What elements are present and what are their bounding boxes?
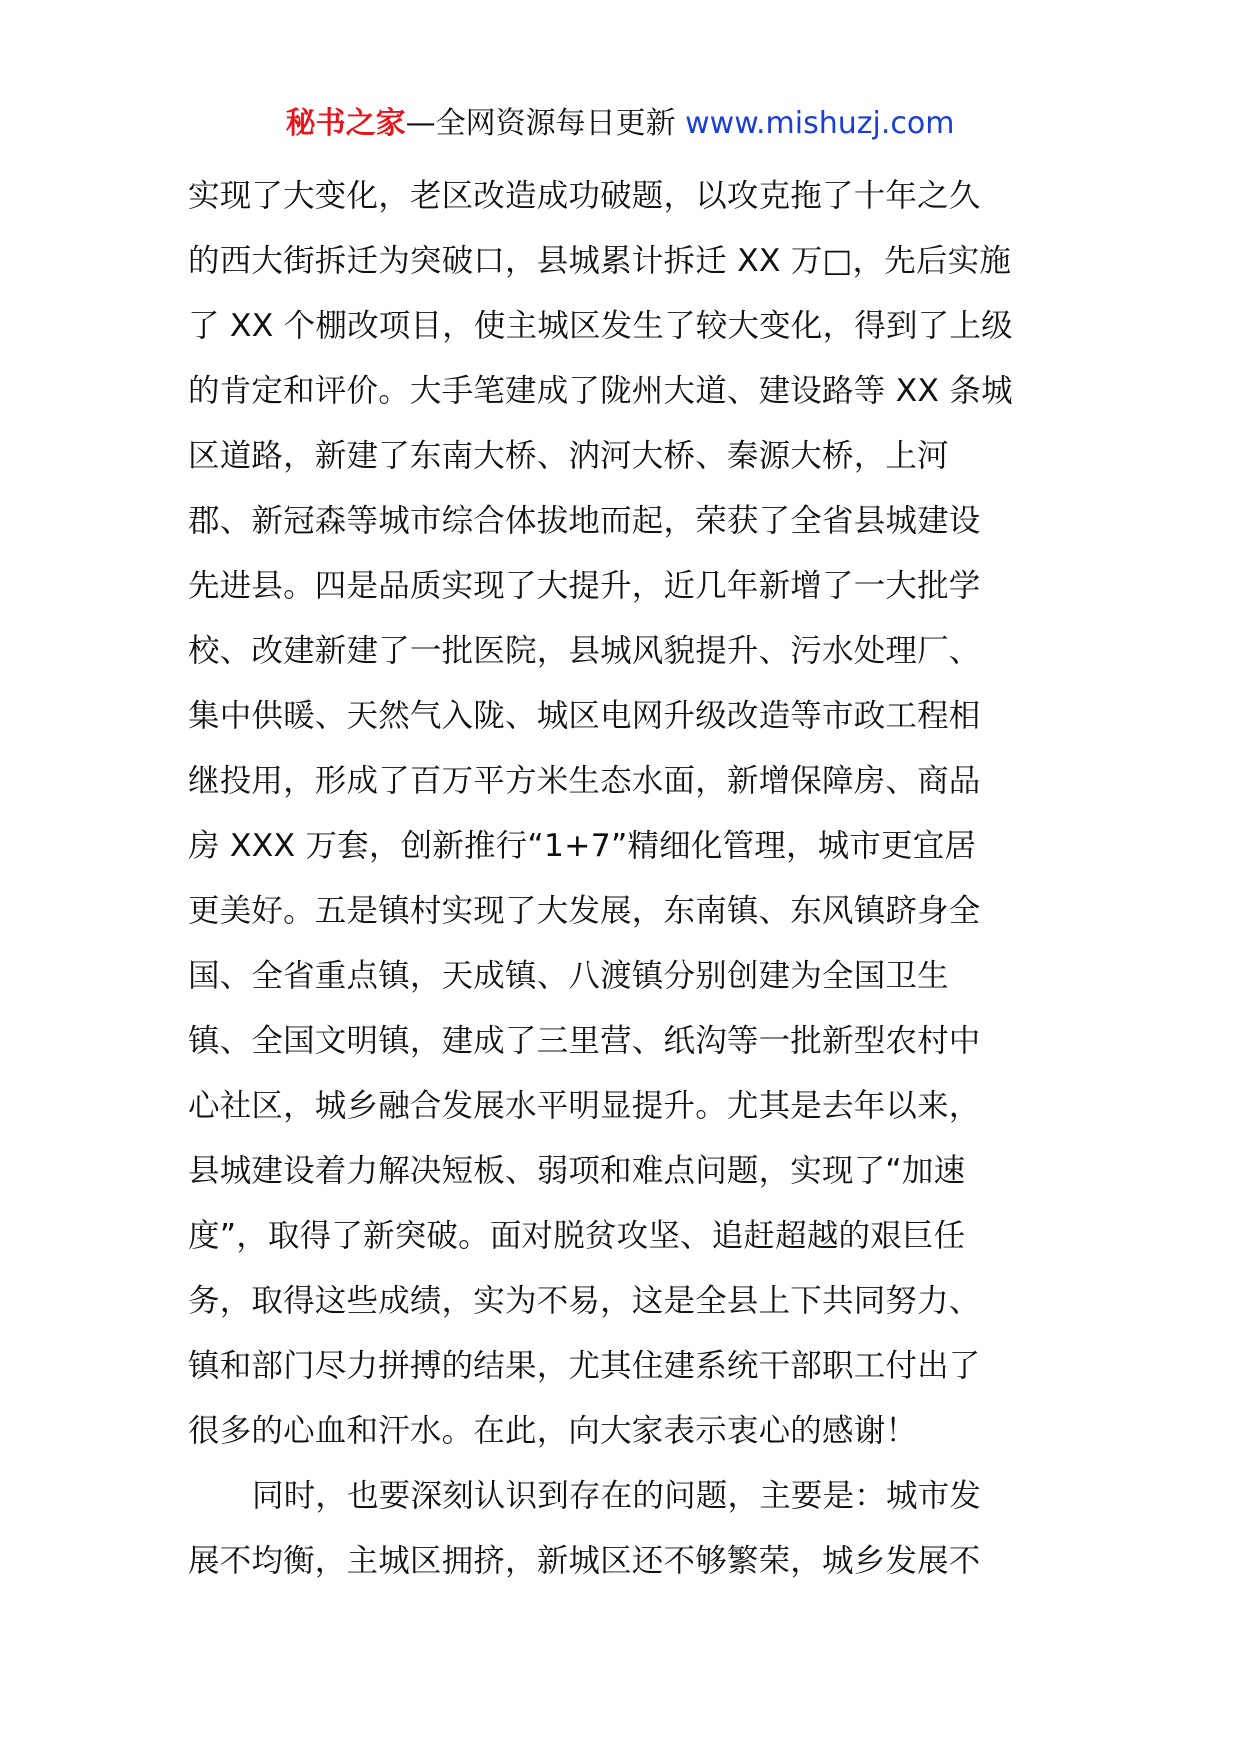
text-line: 的肯定和评价。大手笔建成了陇州大道、建设路等 XX 条城	[188, 373, 1013, 409]
text-line: 房 XXX 万套，创新推行“1+7”精细化管理，城市更宜居	[188, 828, 977, 864]
brand-name: 秘书之家	[285, 106, 406, 141]
site-url-link[interactable]: www.mishuzj.com	[685, 106, 955, 141]
text-line: 展不均衡，主城区拥挤，新城区还不够繁荣，城乡发展不	[188, 1543, 981, 1579]
text-line: 郡、新冠森等城市综合体拔地而起，荣获了全省县城建设	[188, 503, 981, 539]
text-line: 务，取得这些成绩，实为不易，这是全县上下共同努力、	[188, 1283, 981, 1319]
paragraph-first-line: 同时，也要深刻认识到存在的问题，主要是：城市发	[252, 1478, 982, 1514]
text-line: 的西大街拆迁为突破口，县城累计拆迁 XX 万□，先后实施	[188, 243, 1012, 279]
header-tagline: —全网资源每日更新	[405, 106, 676, 141]
text-line: 区道路，新建了东南大桥、汭河大桥、秦源大桥，上河	[188, 438, 949, 474]
text-line: 继投用，形成了百万平方米生态水面，新增保障房、商品	[188, 763, 981, 799]
text-line: 更美好。五是镇村实现了大发展，东南镇、东风镇跻身全	[188, 893, 981, 929]
text-line: 校、改建新建了一批医院，县城风貌提升、污水处理厂、	[188, 633, 981, 669]
text-line: 国、全省重点镇，天成镇、八渡镇分别创建为全国卫生	[188, 958, 949, 994]
text-line: 镇和部门尽力拼搏的结果，尤其住建系统干部职工付出了	[188, 1348, 981, 1384]
text-line: 了 XX 个棚改项目，使主城区发生了较大变化，得到了上级	[188, 308, 1013, 344]
text-line: 先进县。四是品质实现了大提升，近几年新增了一大批学	[188, 568, 981, 604]
text-line: 很多的心血和汗水。在此，向大家表示衷心的感谢！	[188, 1413, 918, 1449]
text-line: 心社区，城乡融合发展水平明显提升。尤其是去年以来，	[188, 1088, 981, 1124]
text-line: 度”，取得了新突破。面对脱贫攻坚、追赶超越的艰巨任	[188, 1218, 966, 1254]
document-body	[188, 164, 1068, 1594]
text-line: 镇、全国文明镇，建成了三里营、纸沟等一批新型农村中	[188, 1023, 981, 1059]
text-line: 实现了大变化，老区改造成功破题，以攻克拖了十年之久	[188, 178, 981, 214]
page-header	[0, 98, 1240, 150]
text-line: 集中供暖、天然气入陇、城区电网升级改造等市政工程相	[188, 698, 981, 734]
text-line: 县城建设着力解决短板、弱项和难点问题，实现了“加速	[188, 1153, 966, 1189]
